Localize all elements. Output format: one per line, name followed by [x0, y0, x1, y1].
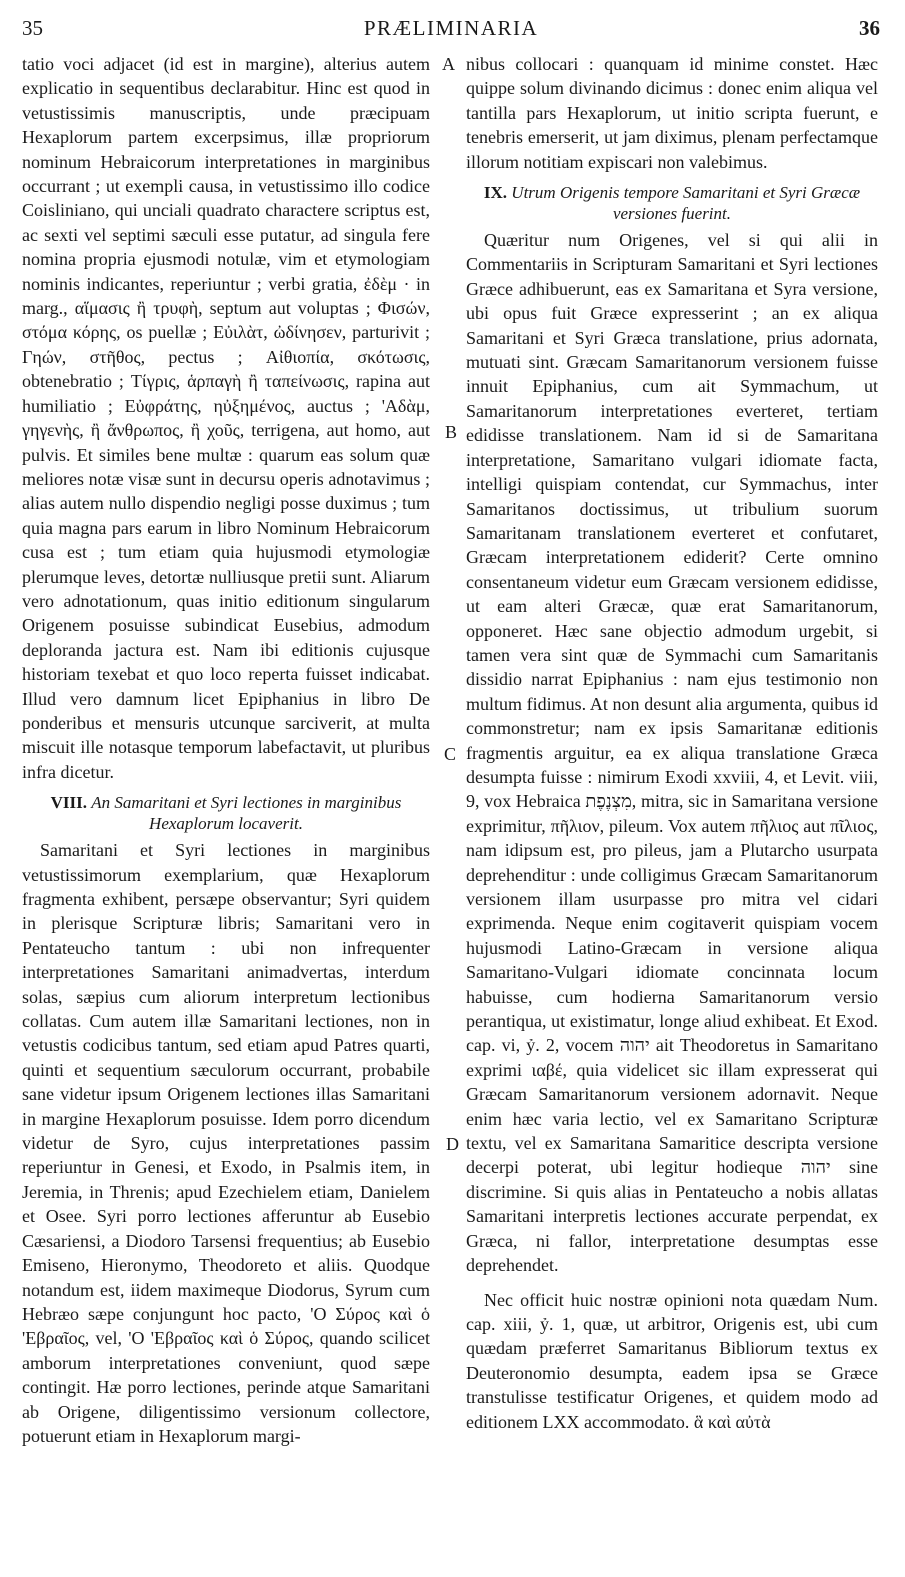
- left-paragraph-2: Samaritani et Syri lectiones in marginibus vetustissimorum exemplarium, quæ Hexaplorum fragmenta exhibent, persæpe observantur; Syri quidem in plerisque Scripturæ libris; Samaritani vero in Pentateucho tantum : ubi non infrequenter interpretationes Samaritani animadvertas, interdum solas, sæpius cum aliorum interpretum lectionibus collatas. Cum autem illæ Samaritani lectiones, non in vetustis codicibus tantum, sed etiam apud Patres quarti, quinti et sequentium sæculorum occurrant, probabile sane videtur ipsum Origenem lectiones illas Samaritani in margine Hexaplorum posuisse. Idem porro dicendum videtur de Syro, cujus interpretationes passim reperiuntur in Genesi, et Exodo, in Psalmis item, in Jeremia, in Threnis; apud Ezechielem etiam, Danielem et Osee. Syri porro lectiones afferuntur ab Eusebio Cæsariensi, a Diodoro Tarsensi frequentius; ab Eusebio Emiseno, Hieronymo, Theodoreto et aliis. Quodque notandum est, iidem maximeque Diodorus, Syrum cum Hebræo sæpe conjungunt hoc pacto, 'Ο Σύρος καὶ ὁ 'Εβραῖος, vel, 'Ο 'Εβραῖος καὶ ὁ Σύρος, quando scilicet amborum interpretationes conveniunt, quod sæpe contingit. Hæ porro lectiones, perinde atque Samaritani ab Origene, diligentissimo versionum collectore, potuerunt etiam in Hexaplorum margi-: [22, 840, 430, 1446]
- right-column: [466, 52, 878, 1434]
- page-number-left: 35: [22, 16, 43, 40]
- margin-marker-d: D: [446, 1134, 459, 1154]
- margin-marker-a: A: [442, 54, 455, 74]
- section-number-viii: VIII.: [50, 793, 88, 813]
- section-heading-viii: [22, 792, 430, 834]
- section-heading-ix: [466, 182, 878, 224]
- margin-marker-c: C: [444, 744, 457, 764]
- right-paragraph-1: nibus collocari : quanquam id minime constet. Hæc quippe solum divinando dicimus : donec enim aliqua vel tantilla pars Hexaplorum, ut initio scripta fuerunt, e tenebris emerserit, ut jam diximus, plenam perfectamque illorum notitiam expiscari non valebimus.: [466, 54, 878, 172]
- right-paragraph-2: Quæritur num Origenes, vel si qui alii in Commentariis in Scripturam Samaritani et Syri lectiones Græce adhibuerunt, eas ex Samaritana et Syra versione, ubi opus fuit Græce expresserint ; an ex aliqua Samaritani et Syri Græca translatione, prius adornata, mutuati sint. Græcam Samaritanorum versionem fuisse innuit Epiphanius, cum ait Symmachum, ut Samaritanorum interpretationes everteret, tertiam edidisse translationem. Nam id si de Samaritana interpretatione, Samaritano vulgari idiomate facta, intelligi quispiam contendat, cur Symmachus, inter Samaritanos doctissimus, ut tribulium suorum Samaritanam translationem everteret et confutaret, Græcam interpretationem ediderit? Certe omnino consentaneum videtur eum Græcam versionem edidisse, ut eam alteri Græcæ, quæ erat Samaritanorum, opponeret. Hæc sane objectio admodum urgebit, si tamen vera sint quæ de Symmachi cum Samaritanis dissidio narrat Epiphanius : nam ejus testimonio non multum fidimus. At non desunt alia argumenta, quibus id commonstretur; nam ex ipsis Samaritanæ editionis fragmentis arguitur, ea ex aliqua translatione Græca desumpta fuisse : nimirum Exodi xxviii, 4, et Levit. viii, 9, vox Hebraica מִצְנֶפֶת, mitra, sic in Samaritana versione exprimitur, πῆλιον, pileum. Vox autem πῆλιος aut πῖλιος, nam idipsum est, pro pileus, jam a Plutarcho usurpata deprehenditur : unde colligimus Græcam Samaritanorum versionem illam usurpasse pro mitra vel cidari exprimenda. Neque enim cogitaverit quispiam vocem hujusmodi Latino-Græcam in versione aliqua Samaritano-Vulgari idiomate concinnata locum habuisse, cum hodierna Samaritanorum versio perantiqua, ut existimatur, longe aliud exhibeat. Et Exod. cap. vi, ỷ. 2, vocem יהוה ait Theodoretus in Samaritano exprimi ιαβέ, quia videlicet sic illam expresserat qui Græcam Samaritanorum versionem adornavit. Neque enim hæc varia lectio, vel ex Samaritano Scripturæ textu, vel ex Samaritana Samaritice descripta versione decerpi poterat, ubi legitur hodieque יהוה sine discrimine. Si quis alias in Pentateucho a nobis allatas Samaritani interpretis lectiones accurate perpendat, ex Græca, ni fallor, interpretatione desumptas esse deprehendet.: [466, 230, 879, 1276]
- page-header: [22, 16, 880, 46]
- section-title-viii: An Samaritani et Syri lectiones in marginibus Hexaplorum locaverit.: [91, 793, 402, 834]
- left-column: [22, 52, 430, 1448]
- running-title: PRÆLIMINARIA: [363, 16, 539, 40]
- section-title-ix: Utrum Origenis tempore Samaritani et Syri Græcæ versiones fuerint.: [511, 183, 861, 224]
- right-paragraph-3: Nec officit huic nostræ opinioni nota quædam Num. cap. xiii, ỷ. 1, quæ, ut arbitror, Origenis est, ubi cum quædam præferret Samaritanus Bibliorum textus ex Deuteronomio desumpta, eadem ipsa se Græce transtulisse testificatur Origenes, et quidem modo ad editionem LXX accommodato. ἃ καὶ αὐτὰ: [466, 1289, 878, 1432]
- section-number-ix: IX.: [483, 183, 508, 203]
- left-paragraph-1: tatio voci adjacet (id est in margine), alterius autem explicatio in sequentibus declarabitur. Hinc est quod in vetustissimis manuscriptis, unde præcipuam Hexaplorum partem excerpsimus, illæ propriorum nominum Hebraicorum interpretationes in marginibus occurrant ; ut exempli causa, in vetustissimo illo codice Coisliniano, qui unciali quadrato charactere scriptus est, ac sexti vel septimi sæculi esse putatur, ad singula fere nomina propria ejusmodi notulæ, vim et etymologiam nominis indicantes, reperiuntur ; verbi gratia, ἐδὲμ · in marg., αἵμασις ἢ τρυφὴ, septum aut voluptas ; Φισών, στόμα κόρης, os puellæ ; Εὐιλὰτ, ὠδίνησεν, parturivit ; Γηών, στῆθος, pectus ; Αἰθιοπία, σκότωσις, obtenebratio ; Τίγρις, ἁρπαγὴ ἢ ταπείνωσις, rapina aut humiliatio ; Εὐφράτης, ηὐξημένος, auctus ; 'Αδὰμ, γηγενὴς, ἢ ἄνθρωπος, ἢ χοῦς, terrigena, aut homo, aut pulvis. Et similes bene multæ : quarum eas solum quæ meliores notæ visæ sunt in decursu operis adnotavimus ; alias autem nullo dispendio negligi posse duximus ; tum quia magna pars earum in libro Nominum Hebraicorum cusa est ; tum etiam quia hujusmodi etymologiæ plerumque leves, detortæ nulliusque pretii sunt. Aliarum vero adnotationum, quas initio editionum singularum Origenem posuisse subindicat Eusebius, admodum deploranda jactura est. Nam ibi editionis cujusque historiam texebat et quo loco reperta fuisset indicabat. Illud vero damnum licet Epiphanius in libro De ponderibus et mensuris utcunque sarciverit, at multa miscuit ille notasque temporum labefactavit, ut pluribus infra dicetur.: [22, 54, 430, 782]
- margin-marker-b: B: [445, 422, 458, 442]
- page-number-right: 36: [859, 16, 880, 40]
